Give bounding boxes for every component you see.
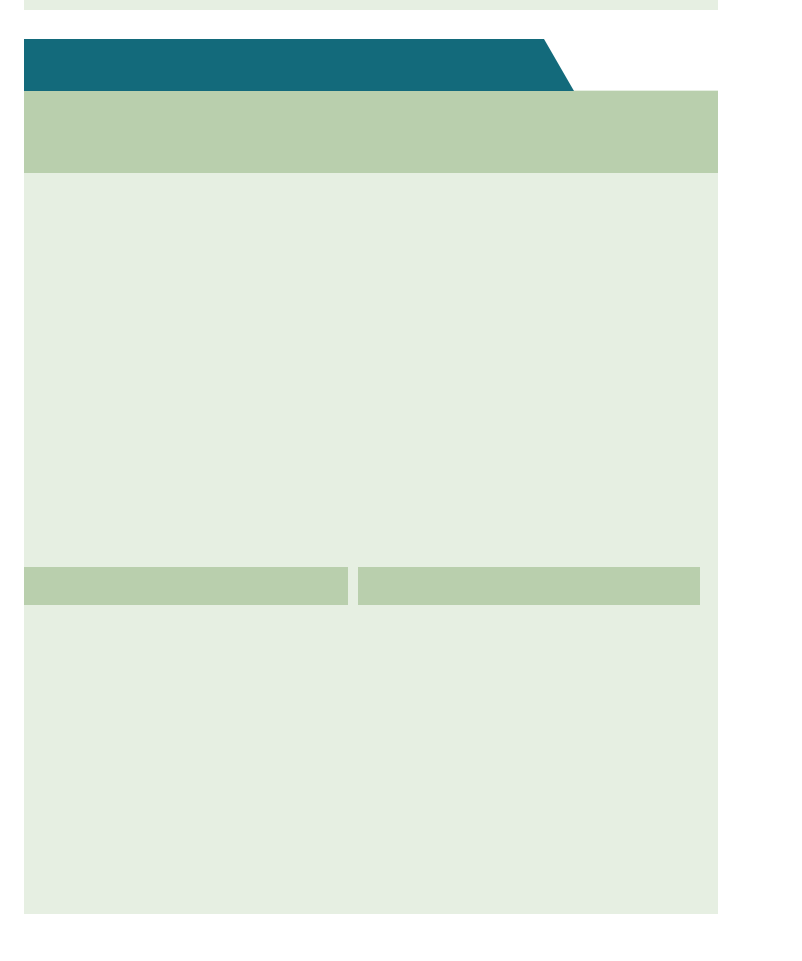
innings-title-banner bbox=[24, 39, 574, 91]
scorecard-panel bbox=[24, 90, 718, 914]
top-strip bbox=[24, 0, 718, 10]
bowling-header-band bbox=[24, 567, 348, 605]
fow-header-band bbox=[358, 567, 700, 605]
title-banner-shape bbox=[24, 39, 574, 91]
batting-header-band bbox=[24, 91, 718, 173]
